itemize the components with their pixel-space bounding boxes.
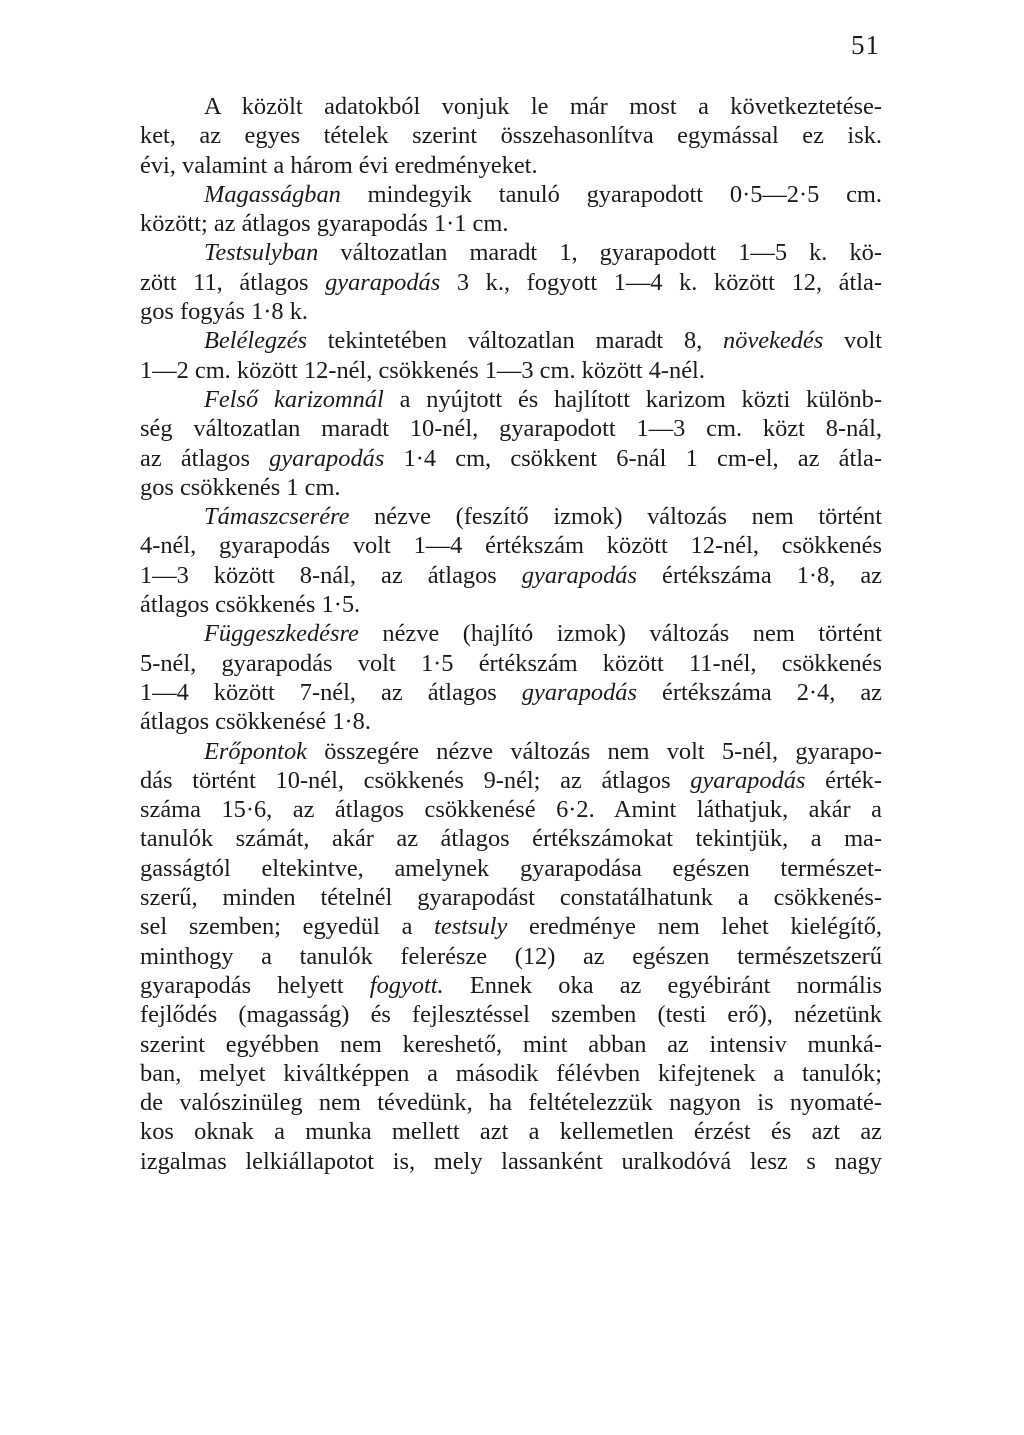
text-line (140, 326, 882, 355)
text-line (140, 883, 882, 912)
text-line (140, 678, 882, 707)
text-line (140, 385, 882, 414)
text-segment: gos fogyás 1·8 k. (140, 298, 309, 326)
text-segment: tanulók számát, akár az átlagos értékszámokat tekintjük, a ma- (140, 825, 882, 853)
text-segment: szerű, minden tételnél gyarapodást constatálhatunk a csökkenés- (140, 884, 882, 912)
text-segment: az átlagos (140, 444, 270, 472)
text-segment: minthogy a tanulók felerésze (12) az egészen természetszerű (140, 942, 882, 970)
text-segment: értékszáma 2·4, az (636, 678, 882, 706)
text-segment: száma 15·6, az átlagos csökkenésé 6·2. Amint láthatjuk, akár a (140, 796, 882, 824)
text-segment: dás történt 10-nél, csökkenés 9-nél; az átlagos (140, 766, 691, 794)
text-segment: 1—3 között 8-nál, az átlagos (140, 561, 522, 589)
text-segment: értékszáma 1·8, az (636, 561, 882, 589)
text-segment: 1—2 cm. között 12-nél, csökkenés 1—3 cm. között 4-nél. (140, 356, 705, 384)
text-segment: ban, melyet kiváltképpen a második félévben kifejtenek a tanulók; (140, 1059, 882, 1087)
text-segment: gyarapodás helyett (140, 971, 370, 999)
italic-term: Függeszkedésre (204, 620, 359, 648)
text-line (140, 444, 882, 473)
text-line (140, 473, 882, 502)
text-segment: sel szemben; egyedül a (140, 913, 435, 941)
italic-term: Belélegzés (204, 327, 307, 355)
text-line (140, 209, 882, 238)
text-line (140, 971, 882, 1000)
italic-term: Támaszcserére (204, 503, 350, 531)
text-line (140, 1030, 882, 1059)
text-line (140, 1117, 882, 1146)
text-line (140, 590, 882, 619)
text-segment: átlagos csökkenésé 1·8. (140, 708, 371, 736)
text-line (140, 180, 882, 209)
text-segment: változatlan maradt 1, gyarapodott 1—5 k. kö- (318, 239, 882, 267)
text-segment: gasságtól eltekintve, amelynek gyarapodása egészen természet- (140, 854, 882, 882)
text-segment: A közölt adatokból vonjuk le már most a következtetése- (204, 93, 882, 120)
text-segment: ség változatlan maradt 10-nél, gyarapodott 1—3 cm. közt 8-nál, (140, 415, 882, 443)
text-segment: ket, az egyes tételek szerint összehasonlítva egymással ez isk. (140, 122, 882, 150)
text-line (140, 707, 882, 736)
italic-term: gyarapodás (325, 268, 441, 296)
text-segment: szerint egyébben nem kereshető, mint abban az intensiv munká- (140, 1030, 882, 1058)
text-line (140, 912, 882, 941)
text-segment: 1—4 között 7-nél, az átlagos (140, 678, 522, 706)
italic-term: Testsulyban (204, 239, 319, 267)
text-segment: összegére nézve változás nem volt 5-nél, gyarapo- (306, 737, 882, 765)
text-line (140, 942, 882, 971)
text-line (140, 297, 882, 326)
text-line (140, 268, 882, 297)
text-segment: 3 k., fogyott 1—4 k. között 12, átla- (440, 268, 882, 296)
text-segment: átlagos csökkenés 1·5. (140, 591, 361, 619)
text-segment: nézve (hajlító izmok) változás nem történt (358, 620, 882, 648)
italic-term: gyarapodás (521, 678, 637, 706)
italic-term: gyarapodás (521, 561, 637, 589)
text-line (140, 737, 882, 766)
text-segment: de valószinüleg nem tévedünk, ha feltételezzük nagyon is nyomaté- (140, 1089, 882, 1117)
text-segment: 1·4 cm, csökkent 6-nál 1 cm-el, az átla- (384, 444, 882, 472)
text-segment: fejlődés (magasság) és fejlesztéssel szemben (testi erő), nézetünk (140, 1001, 882, 1029)
text-line (140, 356, 882, 385)
text-segment: gos csökkenés 1 cm. (140, 473, 341, 501)
text-segment: nézve (feszítő izmok) változás nem történt (349, 503, 882, 531)
text-line (140, 561, 882, 590)
text-segment: mindegyik tanuló gyarapodott 0·5—2·5 cm. (340, 180, 882, 208)
text-line (140, 824, 882, 853)
italic-term: növekedés (723, 327, 824, 355)
text-line (140, 1000, 882, 1029)
text-line (140, 1088, 882, 1117)
text-line (140, 151, 882, 180)
italic-term: gyarapodás (269, 444, 385, 472)
italic-term: fogyott. (369, 971, 444, 999)
text-line (140, 619, 882, 648)
text-line (140, 649, 882, 678)
text-line (140, 121, 882, 150)
text-line (140, 238, 882, 267)
text-line (140, 414, 882, 443)
text-segment: Ennek oka az egyébiránt normális (443, 971, 882, 999)
text-segment: tekintetében változatlan maradt 8, (306, 327, 724, 355)
text-segment: a nyújtott és hajlított karizom közti különb- (383, 385, 883, 413)
italic-term: Felső karizomnál (204, 385, 384, 413)
text-segment: 5-nél, gyarapodás volt 1·5 értékszám között 11-nél, csökkenés (140, 649, 882, 677)
text-line (140, 92, 882, 121)
page-number: 51 (851, 30, 880, 60)
text-segment: évi, valamint a három évi eredményeket. (140, 151, 538, 179)
text-segment: kos oknak a munka mellett azt a kellemetlen érzést és azt az (140, 1118, 882, 1146)
text-line (140, 795, 882, 824)
text-line (140, 1059, 882, 1088)
text-line (140, 1147, 882, 1176)
text-line (140, 502, 882, 531)
text-segment: zött 11, átlagos (140, 268, 326, 296)
body-text (140, 92, 882, 1176)
text-segment: volt (823, 327, 882, 355)
italic-term: Magasságban (204, 180, 341, 208)
text-line (140, 766, 882, 795)
italic-term: Erőpontok (204, 737, 307, 765)
text-segment: között; az átlagos gyarapodás 1·1 cm. (140, 210, 509, 238)
text-segment: izgalmas lelkiállapotot is, mely lassanként uralkodóvá lesz s nagy (140, 1147, 882, 1175)
text-segment: érték- (805, 766, 882, 794)
text-line (140, 854, 882, 883)
text-segment: 4-nél, gyarapodás volt 1—4 értékszám között 12-nél, csökkenés (140, 532, 882, 560)
italic-term: gyarapodás (690, 766, 806, 794)
italic-term: testsuly (434, 913, 508, 941)
text-segment: eredménye nem lehet kielégítő, (507, 913, 882, 941)
text-line (140, 531, 882, 560)
